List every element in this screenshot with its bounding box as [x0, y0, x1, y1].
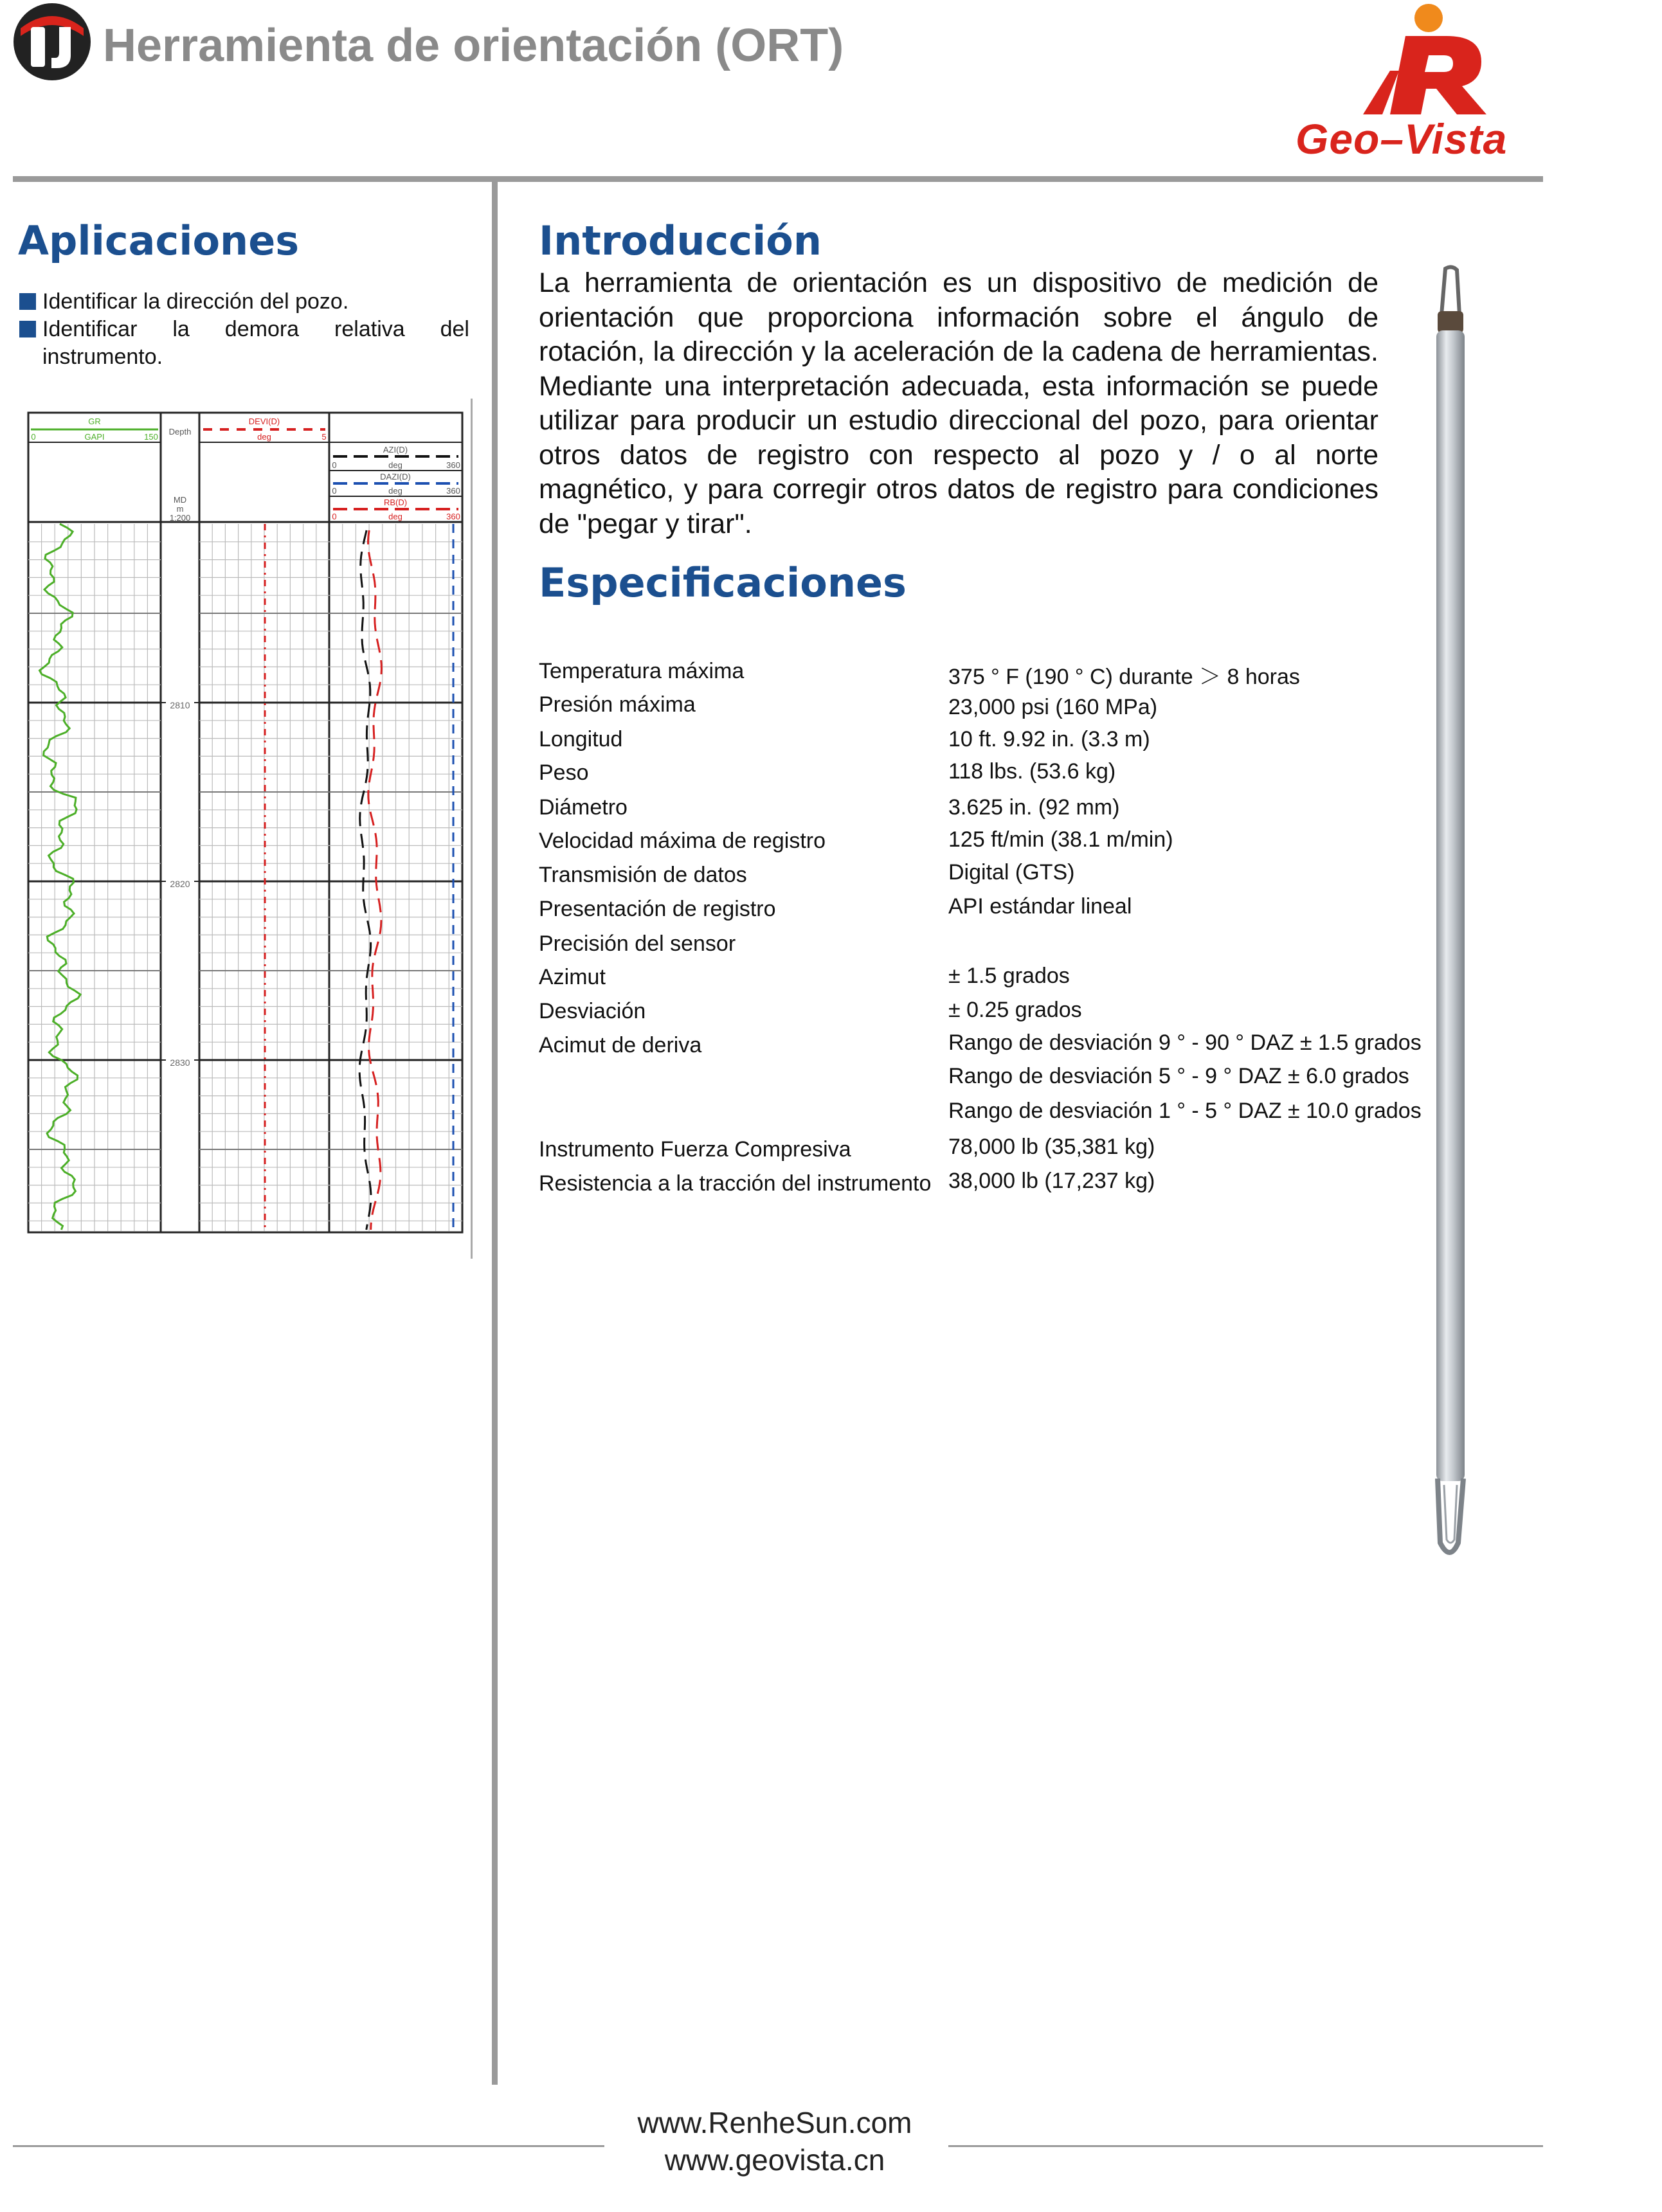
- rb-label: RB(D): [383, 498, 408, 507]
- spec-label: Transmisión de datos: [539, 863, 747, 887]
- rb-unit: deg: [388, 512, 402, 521]
- devi-label: DEVI(D): [248, 417, 280, 426]
- spec-value: 3.625 in. (92 mm): [948, 795, 1120, 820]
- spec-value: Digital (GTS): [948, 860, 1075, 885]
- spec-label: Azimut: [539, 965, 606, 989]
- devi-unit: deg: [257, 432, 271, 442]
- spec-label: Precisión del sensor: [539, 931, 736, 956]
- orientation-tool-image: [1421, 264, 1479, 1569]
- renhesun-logo: [12, 1, 93, 82]
- header-divider: [13, 176, 1543, 182]
- dazi-unit: deg: [388, 486, 402, 496]
- applications-list: [19, 288, 469, 371]
- spec-label: Presión máxima: [539, 692, 696, 717]
- spec-value: 125 ft/min (38.1 m/min): [948, 827, 1173, 852]
- gr-unit: GAPI: [84, 432, 105, 442]
- gr-max: 150: [144, 432, 158, 442]
- azi-max: 360: [446, 460, 460, 470]
- md-scale: 1:200: [169, 513, 191, 523]
- gr-min: 0: [31, 432, 36, 442]
- spec-value: 10 ft. 9.92 in. (3.3 m): [948, 727, 1150, 751]
- gr-curve: [40, 524, 81, 1230]
- spec-label: Temperatura máxima: [539, 659, 745, 683]
- spec-label: Acimut de deriva: [539, 1033, 702, 1057]
- document-title: Herramienta de orientación (ORT): [103, 20, 844, 71]
- md-label: MD: [173, 495, 187, 505]
- dazi-max: 360: [446, 486, 460, 496]
- rb-min: 0: [332, 512, 337, 521]
- log-side-line: [471, 399, 473, 1259]
- azi-label: AZI(D): [383, 445, 408, 454]
- geo-vista-logo: [1344, 0, 1498, 116]
- list-item: Identificar la demora relativa del instrumento.: [19, 316, 469, 371]
- footer-url-geovista[interactable]: www.geovista.cn: [664, 2143, 885, 2177]
- introduction-title: Introducción: [539, 217, 822, 264]
- spec-value: ± 0.25 grados: [948, 998, 1082, 1022]
- spec-label: Longitud: [539, 727, 623, 751]
- gr-label: GR: [88, 417, 101, 426]
- well-log-chart: [26, 411, 476, 1260]
- spec-value: 38,000 lb (17,237 kg): [948, 1169, 1155, 1193]
- depth-tick-label: 2810: [170, 700, 190, 710]
- spec-value: API estándar lineal: [948, 894, 1132, 919]
- spec-value: 23,000 psi (160 MPa): [948, 695, 1158, 719]
- dazi-min: 0: [332, 486, 337, 496]
- spec-value: 375 ° F (190 ° C) durante ＞ 8 horas: [948, 665, 1300, 689]
- rb-curve: [368, 530, 382, 1230]
- spec-label: Peso: [539, 760, 589, 785]
- spec-label: Resistencia a la tracción del instrumento: [539, 1171, 932, 1196]
- depth-tick-label: 2830: [170, 1057, 190, 1068]
- spec-label: Desviación: [539, 999, 646, 1023]
- devi-max: 5: [321, 432, 327, 442]
- specifications-title: Especificaciones: [539, 559, 907, 606]
- rb-max: 360: [446, 512, 460, 521]
- list-item: Identificar la dirección del pozo.: [19, 288, 469, 316]
- spec-label: Presentación de registro: [539, 897, 776, 921]
- footer-url-renhesun[interactable]: www.RenheSun.com: [637, 2106, 912, 2139]
- spec-value: 118 lbs. (53.6 kg): [948, 759, 1116, 784]
- spec-value: 78,000 lb (35,381 kg): [948, 1135, 1155, 1159]
- spec-value: ± 1.5 grados: [948, 964, 1070, 988]
- azi-unit: deg: [388, 460, 402, 470]
- brand-name: Geo–Vista: [1296, 115, 1508, 163]
- introduction-text: La herramienta de orientación es un dispositivo de medición de orientación que proporciona información sobre el ángulo de rotación, la dirección y la aceleración de la cadena de herramientas. Mediante una interpretación adecuada, esta información se puede utilizar para producir un estudio direccional del pozo, para orientar otros datos de registro con respecto al pozo y / o al norte magnético, y para corregir otros datos de registro para condiciones de "pegar y tirar".: [539, 267, 1378, 539]
- spec-label: Velocidad máxima de registro: [539, 829, 826, 853]
- azi-min: 0: [332, 460, 337, 470]
- column-divider: [492, 182, 498, 2085]
- dazi-label: DAZI(D): [380, 472, 411, 481]
- depth-label: Depth: [168, 427, 192, 436]
- spec-label: Instrumento Fuerza Compresiva: [539, 1137, 851, 1162]
- spec-value: Rango de desviación 5 ° - 9 ° DAZ ± 6.0 grados: [948, 1064, 1409, 1088]
- depth-tick-label: 2820: [170, 879, 190, 889]
- md-unit: m: [176, 504, 184, 514]
- spec-label: Diámetro: [539, 795, 628, 820]
- applications-title: Aplicaciones: [18, 217, 300, 264]
- spec-value: Rango de desviación 9 ° - 90 ° DAZ ± 1.5 grados: [948, 1030, 1422, 1055]
- spec-value: Rango de desviación 1 ° - 5 ° DAZ ± 10.0 grados: [948, 1099, 1422, 1123]
